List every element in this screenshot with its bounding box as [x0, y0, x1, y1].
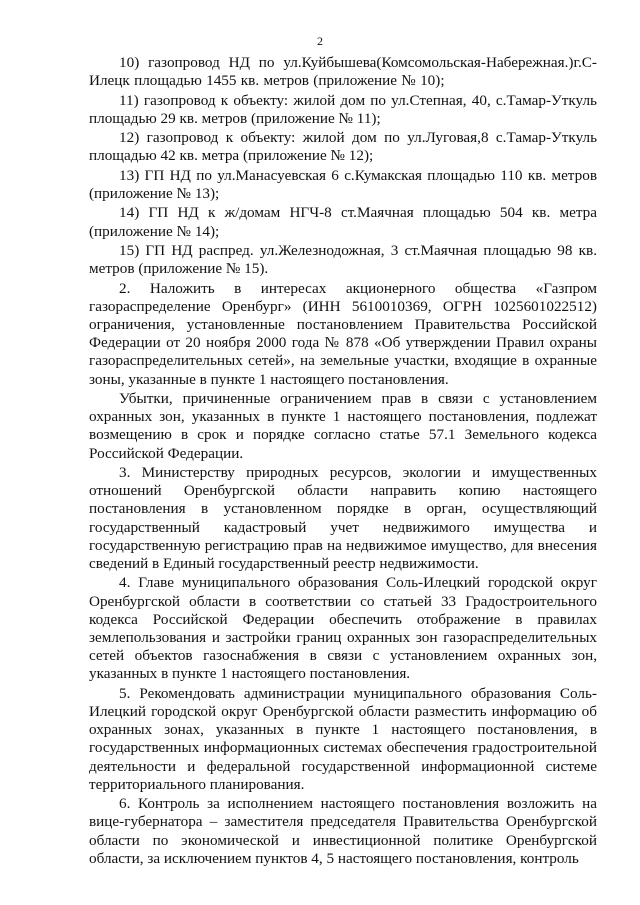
list-item-13: 13) ГП НД по ул.Манасуевская 6 с.Кумакская площадью 110 кв. метров (приложение № 13);: [89, 166, 597, 202]
list-item-10: 10) газопровод НД по ул.Куйбышева(Комсомольская-Набережная.)г.С-Илецк площадью 1455 кв. метров (приложение № 10);: [89, 54, 597, 90]
document-body: [89, 54, 597, 868]
clause-5: 5. Рекомендовать администрации муниципального образования Соль-Илецкий городской округ Оренбургской области разместить информацию об охранных зонах, указанных в пункте 1 настоящего постановления, в государственных информационных системах обеспечения градостроительной деятельности и федеральной государственной информационной системе территориального планирования.: [89, 684, 597, 793]
clause-6: 6. Контроль за исполнением настоящего постановления возложить на вице-губернатора – заместителя председателя Правительства Оренбургской области по экономической и инвестиционной политике Оренбургской области, за исключением пунктов 4, 5 настоящего постановления, контроль: [89, 795, 597, 867]
clause-4: 4. Главе муниципального образования Соль-Илецкий городской округ Оренбургской области в соответствии со статьей 33 Градостроительного кодекса Российской Федерации обеспечить отображение в правилах землепользования и застройки границ охранных зон газораспределительных сетей объектов газоснабжения в связи с установлением охранных зон, указанных в пункте 1 настоящего постановления.: [89, 574, 597, 683]
list-item-15: 15) ГП НД распред. ул.Железнодожная, 3 ст.Маячная площадью 98 кв. метров (приложение № 15).: [89, 241, 597, 278]
page-number: 2: [317, 34, 323, 48]
clause-3: 3. Министерству природных ресурсов, экологии и имущественных отношений Оренбургской области направить копию настоящего постановления в установленном порядке в орган, осуществляющий государственный кадастровый учет недвижимого имущества и государственную регистрацию прав на недвижимое имущество, для внесения сведений в Единый государственный реестр недвижимости.: [89, 463, 597, 572]
list-item-11: 11) газопровод к объекту: жилой дом по ул.Степная, 40, с.Тамар-Уткуль площадью 29 кв. метров (приложение № 11);: [89, 91, 597, 127]
list-item-12: 12) газопровод к объекту: жилой дом по ул.Луговая,8 с.Тамар-Уткуль площадью 42 кв. метра (приложение № 12);: [89, 129, 597, 165]
clause-2: 2. Наложить в интересах акционерного общества «Газпром газораспределение Оренбург» (ИНН 5610010369, ОГРН 1025601022512) ограничения, установленные постановлением Правительства Российской Федерации от 20 ноября 2000 года № 878 «Об утверждении Правил охраны газораспределительных сетей», на земельные участки, входящие в охранные зоны, указанные в пункте 1 настоящего постановления.: [89, 279, 597, 388]
clause-2-losses: Убытки, причиненные ограничением прав в связи с установлением охранных зон, указанных в пункте 1 настоящего постановления, подлежат возмещению в срок и порядке согласно статье 57.1 Земельного кодекса Российской Федерации.: [89, 389, 597, 462]
list-item-14: 14) ГП НД к ж/домам НГЧ-8 ст.Маячная площадью 504 кв. метра (приложение № 14);: [89, 204, 597, 240]
